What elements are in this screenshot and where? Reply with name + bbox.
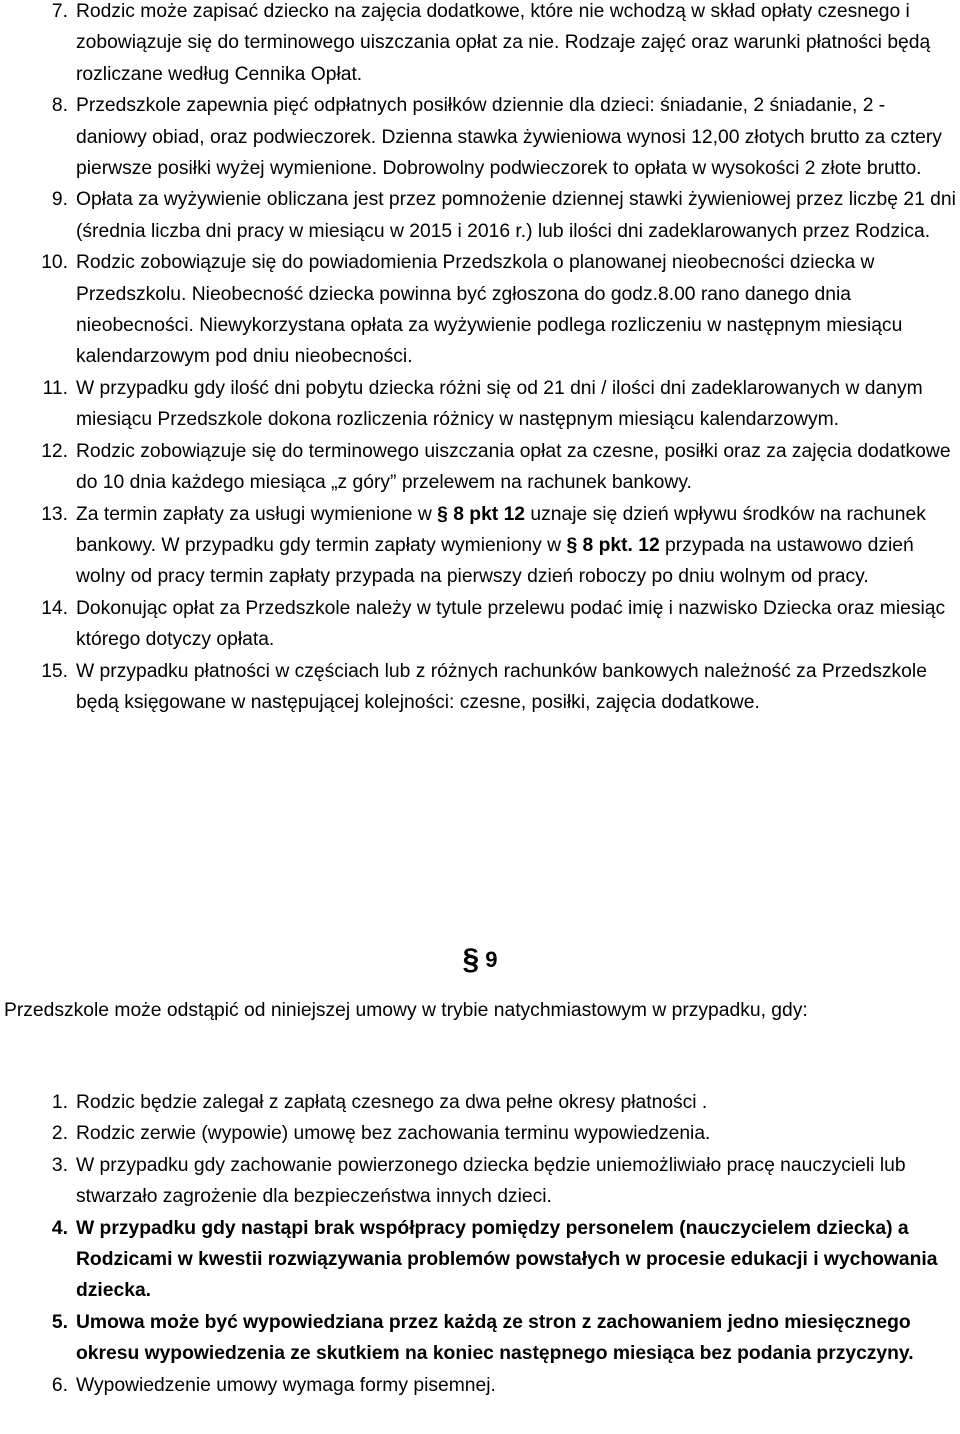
clause-number: 2.: [51, 1123, 68, 1145]
clause-15: [0, 656, 960, 719]
clause-text: W przypadku gdy zachowanie powierzonego dziecka będzie uniemożliwiało pracę nauczycieli lub stwarzało zagrożenie dla bezpieczeństwa innych dzieci.: [76, 1154, 906, 1208]
clause-text: Rodzic będzie zalegał z zapłatą czesnego za dwa pełne okresy płatności .: [76, 1092, 708, 1113]
clause-9: [0, 184, 960, 247]
clause-11: [0, 373, 960, 436]
termination-clause-5: [0, 1307, 960, 1370]
clause-text: Umowa może być wypowiedziana przez każdą ze stron z zachowaniem jedno miesięcznego okresu wypowiedzenia ze skutkiem na koniec następnego miesiąca bez podania przyczyny.: [76, 1311, 914, 1365]
clause-number: 3.: [51, 1154, 68, 1176]
clause-7: [0, 0, 960, 90]
clause-number: 15.: [41, 660, 68, 682]
clause-text: W przypadku gdy ilość dni pobytu dziecka różni się od 21 dni / ilości dni zadeklarowanych w danym miesiącu Przedszkole dokona rozliczenia różnicy w następnym miesiącu kalendarzowym.: [76, 377, 923, 431]
clause-text-c: przypada na ustawowo dzień wolny od pracy termin zapłaty przypada na pierwszy dzień roboczy po dniu wolnym od pracy.: [76, 534, 914, 588]
clause-text: W przypadku płatności w częściach lub z różnych rachunków bankowych należność za Przedszkole będą księgowane w następującej kolejności: czesne, posiłki, zajęcia dodatkowe.: [76, 660, 927, 713]
section-heading: [0, 942, 960, 975]
clause-number: 1.: [51, 1092, 68, 1113]
clause-13: [0, 499, 960, 593]
clause-number: 4.: [51, 1217, 68, 1239]
clause-number: 12.: [41, 440, 68, 462]
clause-text-b: uznaje się dzień wpływu środków na rachunek bankowy. W przypadku gdy termin zapłaty wymieniony w: [76, 503, 926, 556]
termination-clause-3: [0, 1150, 960, 1213]
clause-text: Dokonując opłat za Przedszkole należy w tytule przelewu podać imię i nazwisko Dziecka oraz miesiąc którego dotyczy opłata.: [76, 597, 946, 651]
termination-intro: Przedszkole może odstąpić od niniejszej umowy w trybie natychmiastowym w przypadku, gdy:: [4, 1000, 808, 1021]
section-reference: § 8 pkt 12: [437, 503, 526, 525]
section-reference: § 8 pkt. 12: [566, 534, 660, 556]
clause-number: 9.: [51, 189, 68, 211]
termination-clauses-list: [0, 1087, 960, 1401]
clause-10: [0, 247, 960, 373]
clause-number: 13.: [41, 503, 68, 525]
section-number: 9: [485, 947, 498, 972]
clause-number: 14.: [41, 597, 68, 619]
clause-number: 7.: [51, 1, 68, 22]
clause-text: Przedszkole zapewnia pięć odpłatnych posiłków dziennie dla dzieci: śniadanie, 2 śniadanie, 2 - daniowy obiad, oraz podwieczorek. Dzienna stawka żywieniowa wynosi 12,00 złotych brutto za cztery pierwsze posiłki wyżej wymienione. Dobrowolny podwieczorek to opłata w wysokości 2 złote brutto.: [76, 95, 942, 180]
clause-text: Rodzic zerwie (wypowie) umowę bez zachowania terminu wypowiedzenia.: [76, 1123, 711, 1145]
clause-number: 11.: [42, 377, 68, 399]
termination-clause-4: [0, 1213, 960, 1307]
clause-number: 6.: [51, 1374, 68, 1396]
clause-text: Rodzic zobowiązuje się do powiadomienia Przedszkola o planowanej nieobecności dziecka w Przedszkolu. Nieobecność dziecka powinna być zgłoszona do godz.8.00 rano danego dnia nieobecności. Niewykorzystana opłata za wyżywienie podlega rozliczeniu w następnym miesiącu kalendarzowym pod dniu nieobecności.: [76, 252, 903, 368]
termination-clause-2: [0, 1118, 960, 1149]
clause-text: Wypowiedzenie umowy wymaga formy pisemnej.: [76, 1374, 496, 1396]
clause-text: Opłata za wyżywienie obliczana jest przez pomnożenie dziennej stawki żywieniowej przez liczbę 21 dni (średnia liczba dni pracy w miesiącu w 2015 i 2016 r.) lub ilości dni zadeklarowanych przez Rodzica.: [76, 189, 956, 242]
clause-8: [0, 90, 960, 184]
clause-text: Rodzic zobowiązuje się do terminowego uiszczania opłat za czesne, posiłki oraz za zajęcia dodatkowe do 10 dnia każdego miesiąca „z góry” przelewem na rachunek bankowy.: [76, 440, 951, 494]
clause-text: Rodzic może zapisać dziecko na zajęcia dodatkowe, które nie wchodzą w skład opłaty czesnego i zobowiązuje się do terminowego uiszczania opłat za nie. Rodzaje zajęć oraz warunki płatności będą rozliczane według Cennika Opłat.: [76, 1, 931, 85]
clause-text: W przypadku gdy nastąpi brak współpracy pomiędzy personelem (nauczycielem dziecka) a Rodzicami w kwestii rozwiązywania problemów powstałych w procesie edukacji i wychowania dziecka.: [76, 1217, 938, 1302]
termination-clause-6: [0, 1370, 960, 1401]
termination-clause-1: [0, 1087, 960, 1118]
clause-text-a: Za termin zapłaty za usługi wymienione w: [76, 503, 438, 525]
clause-12: [0, 436, 960, 499]
clause-number: 5.: [51, 1311, 68, 1333]
clause-number: 8.: [51, 95, 68, 117]
clause-number: 10.: [41, 252, 68, 274]
clause-14: [0, 593, 960, 656]
section-symbol: §: [462, 943, 480, 976]
